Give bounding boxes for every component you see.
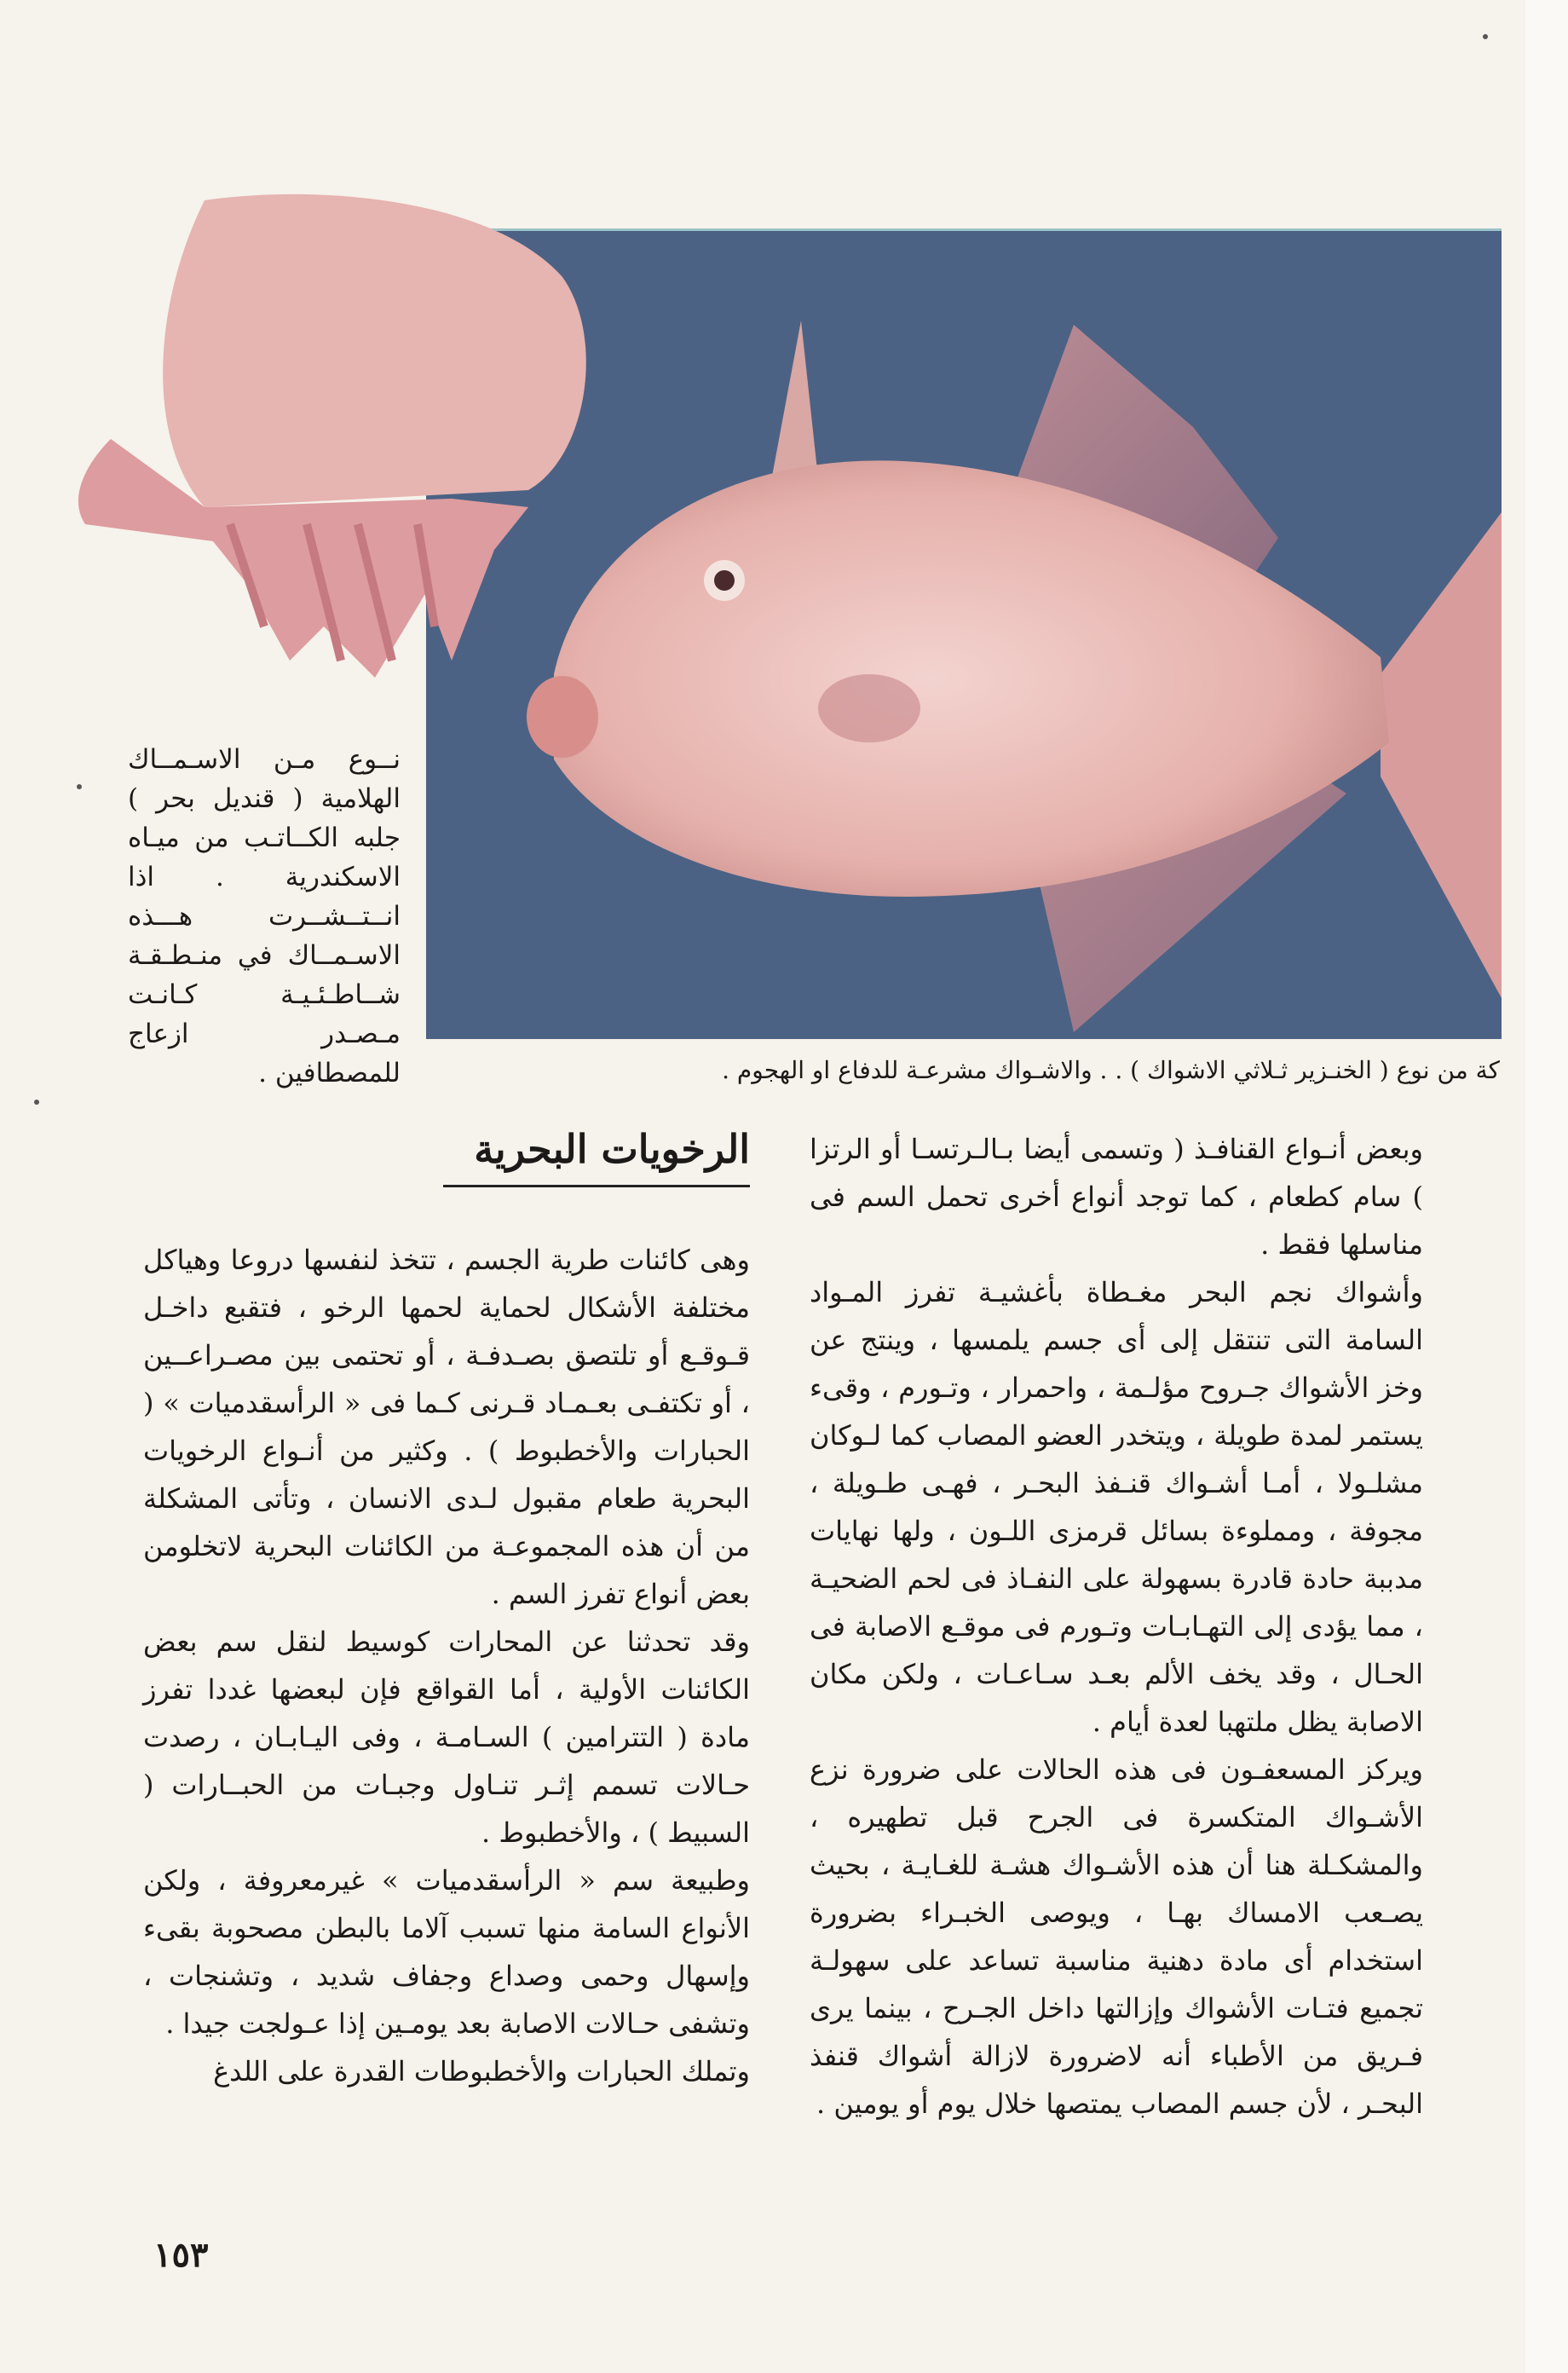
page-edge <box>1525 0 1568 2373</box>
print-speck <box>77 784 82 789</box>
paragraph: ويركز المسعفـون فى هذه الحالات على ضرورة نزع الأشـواك المتكسرة فى الجرح قبل تطهيره ، والمشكـلة هنا أن هذه الأشـواك هشـة للغـايـة ، بحيث يصـعب الامساك بهـا ، ويوصى الخبـراء بضرورة استخدام أى مادة دهنية مناسبة تساعد على سهولـة تجميع فتـات الأشواك وإزالتها داخل الجـرح ، بينما يرى فـريق من الأطباء أنه لاضرورة لازالة أشواك قنفذ البحـر ، لأن جسم المصاب يمتصها خلال يوم أو يومين . <box>810 1753 1423 2120</box>
paragraph: وبعض أنـواع القنافـذ ( وتسمى أيضا بـالـرتسـا أو الرتزا ) سام كطعام ، كما توجد أنواع أخرى تحمل السم فى مناسلها فقط . <box>810 1133 1424 1261</box>
fish-mouth <box>527 676 598 758</box>
left-column <box>143 1236 750 2095</box>
section-title: الرخويات البحرية <box>443 1123 750 1187</box>
fish-caption: كة من نوع ( الخنـزير ثـلاثي الاشواك ) . . والاشـواك مشرعـة للدفاع او الهجوم . <box>722 1056 1500 1084</box>
jellyfish-caption: نــوع مـن الاسـمــاك الهلامية ( قنديل بحر ) جلبه الكــاتـب من ميـاه الاسكندرية . اذا انــتــشــرت هـــذه الاسـمــاك في منـطـقـة شــاطـئـيـة كـانـت مـصـدر ازعاج للمصطافين . <box>128 744 401 1088</box>
print-speck <box>34 1100 39 1105</box>
paragraph: وقد تحدثنا عن المحارات كوسيط لنقل سم بعض الكائنات الأولية ، أما القواقع فإن لبعضها غددا تفرز مادة ( التترامين ) السـامـة ، وفى اليـابـان ، رصدت حـالات تسمم إثـر تنـاول وجبـات من الحبــارات ( السبيط ) ، والأخطبوط . <box>143 1625 750 1849</box>
jellyfish-illustration <box>51 183 597 686</box>
paragraph: وأشواك نجم البحر مغـطاة بأغشيـة تفرز المـواد السامة التى تنتقل إلى أى جسم يلمسها ، وينتج عن وخز الأشواك جـروح مؤلـمة ، واحمرار ، وتـورم ، وقىء يستمر لمدة طويلة ، ويتخدر العضو المصاب كما لـوكان مشلـولا ، أمـا أشـواك قنـفذ البحـر ، فهـى طـويلة ، مجوفة ، ومملوءة بسائل قرمزى اللـون ، ولها نهايات مدببة حادة قادرة بسهولة على النفـاذ فى لحم الضحيـة ، مما يؤدى إلى التهـابـات وتـورم فى موقـع الاصابة فى الحـال ، وقد يخف الألم بعـد سـاعـات ، ولكن مكان الاصابة يظل ملتهبا لعدة أيام . <box>810 1276 1424 1738</box>
paragraph: وهى كائنات طرية الجسم ، تتخذ لنفسها دروعا وهياكل مختلفة الأشكال لحماية لحمها الرخو ، فتقبع داخـل قـوقـع أو تلتصق بصـدفـة ، أو تحتمى بين مصـراعــين ، أو تكتفـى بعـمـاد قـرنى كـما فى « الرأسقدميات » ( الحبارات والأخطبوط ) . وكثير من أنـواع الرخويات البحرية طعام مقبول لـدى الانسان ، وتأتى المشكلة من أن هذه المجموعـة من الكائنات البحرية لاتخلومن بعض أنواع تفرز السم . <box>143 1244 751 1610</box>
right-column <box>810 1125 1423 2128</box>
print-speck <box>1483 34 1488 39</box>
paragraph: وطبيعة سم « الرأسقدميات » غيرمعروفة ، ولكن الأنواع السامة منها تسبب آلاما بالبطن مصحوبة بقىء وإسهال وحمى وصداع وجفاف شديد ، وتشنجات ، وتشفى حـالات الاصابة بعد يومـين إذا عـولجت جيدا . <box>143 1864 750 2040</box>
paragraph: وتملك الحبارات والأخطبوطات القدرة على اللدغ <box>213 2055 750 2087</box>
page-number: ١٥٣ <box>153 2235 209 2275</box>
jellyfish-bell <box>163 194 586 507</box>
